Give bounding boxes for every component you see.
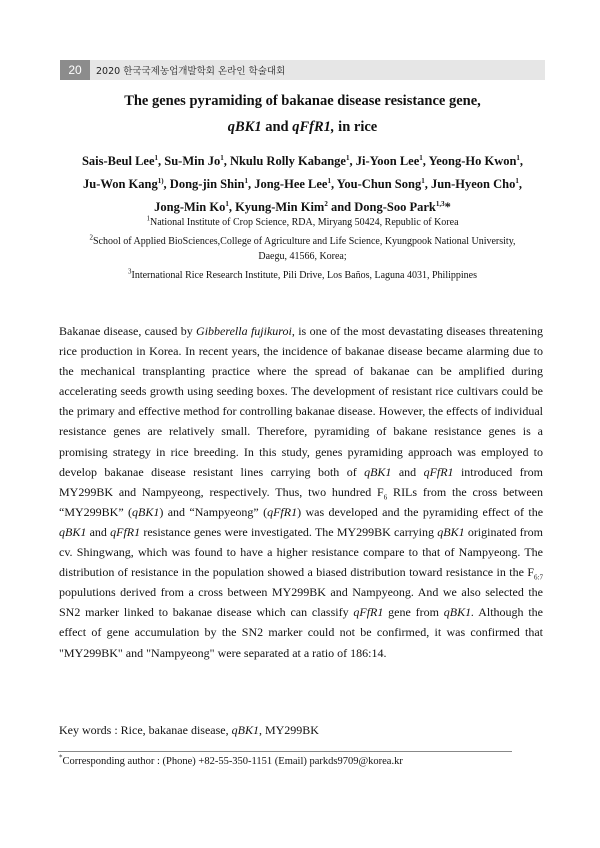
page-header <box>60 60 545 80</box>
affiliation-2: $^2$School of Applied BioSciences,College of Agriculture and Life Science, Kyungpook National University, Daegu, 41566, Korea; <box>89 233 516 262</box>
title-gene-qbk1: qBK1 <box>227 119 262 135</box>
title-gene-qffr1: qFfR1, <box>292 119 335 135</box>
author: Yeong-Ho Kwon <box>428 154 517 168</box>
author-list: Sais-Beul Lee$^1$, Su-Min Jo$^1$, Nkulu Rolly Kabange$^1$, Ji-Yoon Lee$^1$, Yeong-Ho Kwon$^1$, Ju-Won Kang$^{1)}$, Dong-jin Shin$^1$, Jong-Hee Lee$^1$, You-Chun Song$^1$, Jun-Hyeon Cho$^1$, Jong-Min Ko$^1$, Kyung-Min Kim$^2$ and Dong-Soo Park$^{1,3}$* <box>81 153 524 214</box>
footnote-divider <box>58 751 512 752</box>
author: Jun-Hyeon Cho <box>430 177 516 191</box>
paper-title-line2: qBK1 and qFfR1, in rice <box>227 119 378 135</box>
affiliation-3: $^3$International Rice Research Institute, Pili Drive, Los Baños, Laguna 4031, Philippines <box>128 267 477 281</box>
corresponding-mark: * <box>444 200 451 214</box>
author: Jong-Hee Lee <box>254 177 328 191</box>
conference-name: 2020 한국국제농업개발학회 온라인 학술대회 <box>96 66 286 77</box>
page-number: 20 <box>60 60 90 80</box>
author: Ji-Yoon Lee <box>355 154 420 168</box>
author: Dong-Soo Park <box>354 200 436 214</box>
author: You-Chun Song <box>336 177 422 191</box>
author: Jong-Min Ko <box>154 200 226 214</box>
keywords: Key words : Rice, bakanae disease, qBK1, MY299BK <box>59 723 319 737</box>
author: Kyung-Min Kim <box>235 200 325 214</box>
author: Su-Min Jo <box>164 154 221 168</box>
author: Nkulu Rolly Kabange <box>229 154 346 168</box>
corresponding-author-footnote: *Corresponding author : (Phone) +82-55-350-1151 (Email) parkds9709@korea.kr <box>59 753 403 767</box>
author: Ju-Won Kang <box>83 177 158 191</box>
affiliation-1: $^1$National Institute of Crop Science, RDA, Miryang 50424, Republic of Korea <box>146 214 459 228</box>
paper-title-line1: The genes pyramiding of bakanae disease resistance gene, <box>124 93 481 109</box>
abstract-body: Bakanae disease, caused by Gibberella fujikuroi, is one of the most devastating diseases threatening rice production in Korea. In recent years, the incidence of bakanae disease became alarming due to the mechanical transplanting practice where the spread of bakanae can be amplified during accelerating seeds growth using seeding boxes. The development of resistant rice cultivars could be the primary and effective method for controlling bakanae disease. However, the effects of individual resistance genes are relatively small. Therefore, pyramiding of bakane resistance genes is a promising strategy in rice breeding. In this study, genes pyramiding approach was employed to develop bakanae disease resistant lines carrying both of qBK1 and qFfR1 introduced from MY299BK and Nampyeong, respectively. Thus, two hundred $F_6$ RILs from the cross between “MY299BK” (qBK1) and “Nampyeong” (qFfR1) was developed and the pyramiding effect of the qBK1 and qFfR1 resistance genes were investigated. The MY299BK carrying qBK1 originated from cv. Shingwang, which was found to have a higher resistance compare to that of Nampyeong. The distribution of resistance in the population showed a biased distribution toward resistance in the $F_{6:7}$ populutions derived from a cross between MY299BK and Nampyeong. And we also selected the SN2 marker linked to bakanae disease which can classify qFfR1 gene from qBK1. Although the effect of gene accumulation by the SN2 marker could not be confirmed, it was confirmed that "MY299BK" and "Nampyeong" were separated at a ratio of 186:14. <box>59 324 544 660</box>
author: Sais-Beul Lee <box>81 154 155 168</box>
author: Dong-jin Shin <box>169 177 245 191</box>
